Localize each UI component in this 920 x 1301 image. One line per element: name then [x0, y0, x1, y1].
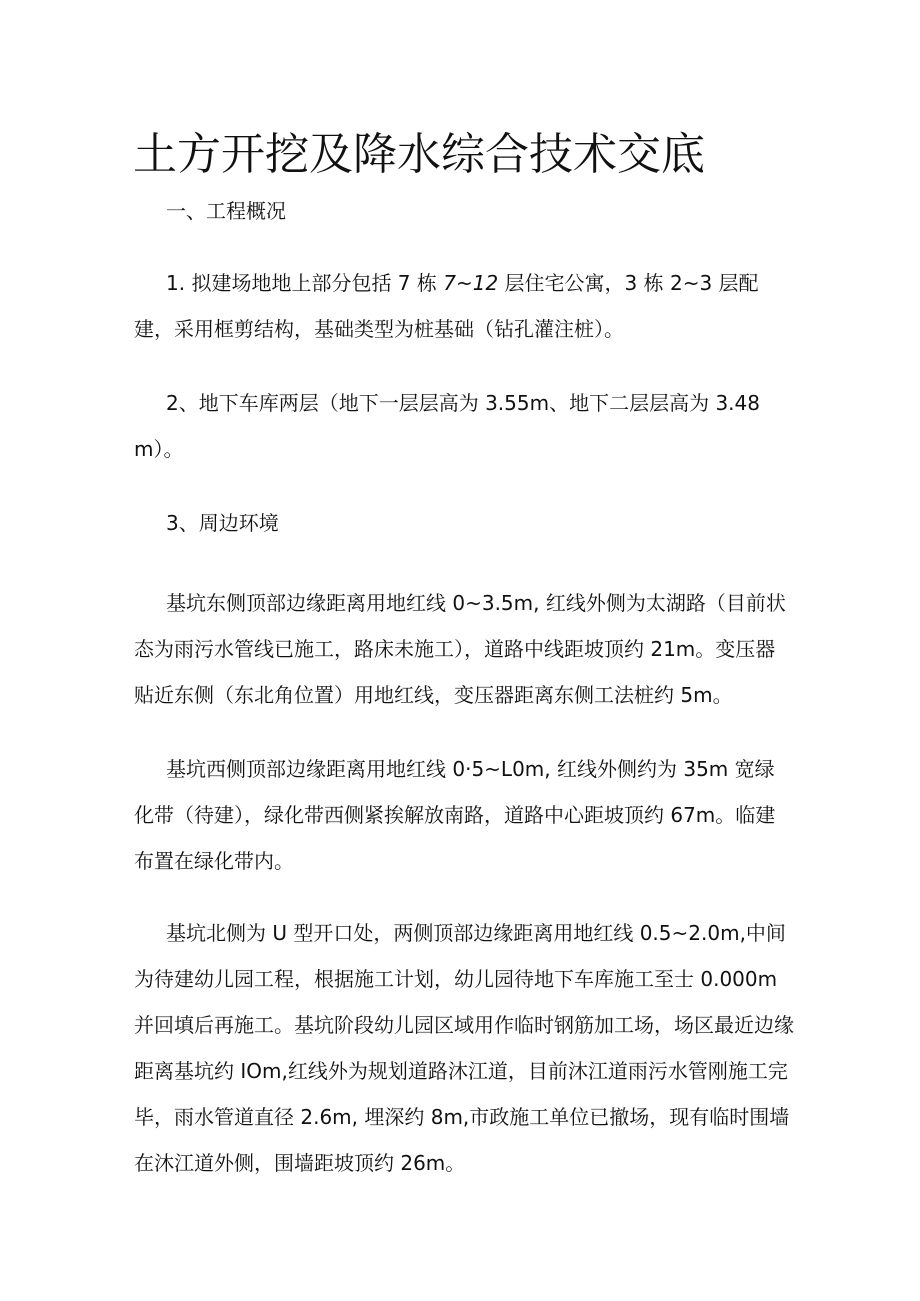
paragraph-north-side: 基坑北侧为 U 型开口处，两侧顶部边缘距离用地红线 0.5~2.0m,中间为待建幼儿园工程，根据施工计划，幼儿园待地下车库施工至士 0.000m 并回填后再施工。基坑阶段幼儿园区域用作临时钢筋加工场，场区最近边缘距离基坑约 IOm,红线外为规划道路沐江道，目前沐江道雨污水管刚施工完毕，雨水管道直径 2.6m, 埋深约 8m,市政施工单位已撤场，现有临时围墙在沐江道外侧，围墙距坡顶约 26m。	[134, 921, 794, 1175]
paragraph-east-side: 基坑东侧顶部边缘距离用地红线 0~3.5m, 红线外侧为太湖路（目前状态为雨污水管线已施工，路床未施工），道路中线距坡顶约 21m。变压器贴近东侧（东北角位置）用地红线，变压器距离东侧工法桩约 5m。	[134, 591, 786, 707]
paragraph-west-side: 基坑西侧顶部边缘距离用地红线 0·5~L0m, 红线外侧约为 35m 宽绿化带（待建），绿化带西侧紧挨解放南路，道路中心距坡顶约 67m。临建布置在绿化带内。	[134, 757, 776, 873]
paragraph-text-part: 1. 拟建场地地上部分包括 7 栋	[166, 271, 444, 295]
paragraph-surroundings-heading: 3、周边环境	[166, 511, 279, 535]
paragraph-building-overview	[134, 260, 794, 352]
document-title: 土方开挖及降水综合技术交底	[133, 129, 705, 180]
paragraph-text-part: 层住宅公寓，3 栋 2~3 层配建，采用框剪结构，基础类型为桩基础（钻孔灌注桩）。	[134, 271, 759, 341]
paragraph-basement: 2、地下车库两层（地下一层层高为 3.55m、地下二层层高为 3.48m）。	[134, 391, 760, 461]
floor-range-italic: 7~12	[443, 271, 499, 295]
section-heading: 一、工程概况	[166, 199, 286, 223]
